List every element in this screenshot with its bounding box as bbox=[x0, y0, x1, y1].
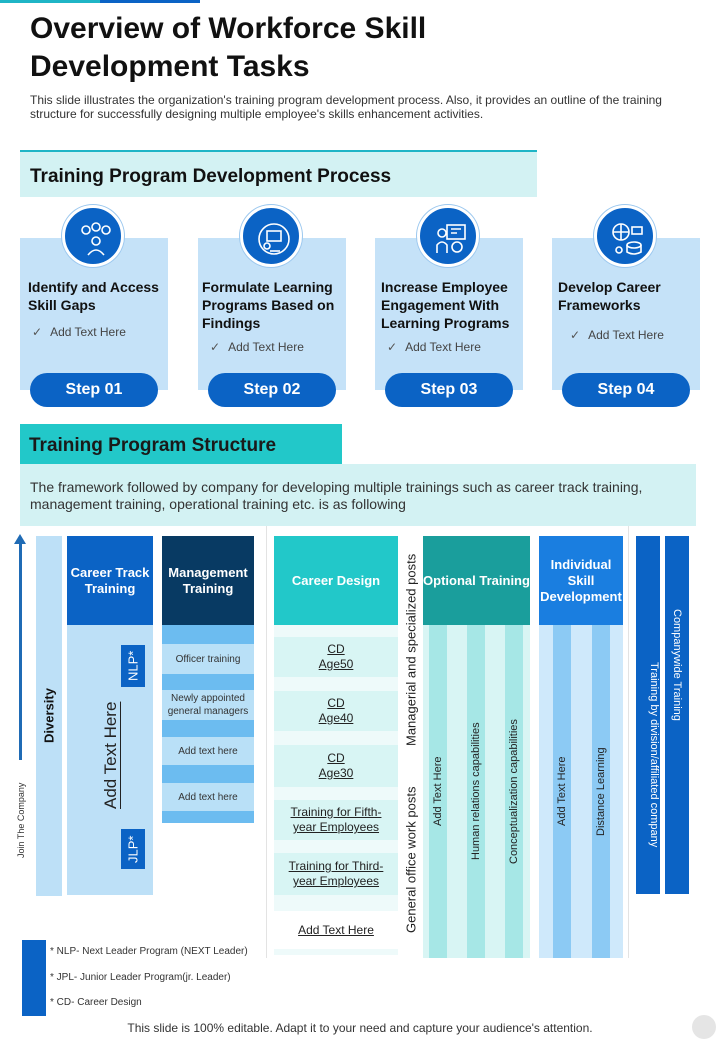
step-2-title: Formulate Learning Programs Based on Findings bbox=[202, 279, 335, 331]
note-cd: * CD- Career Design bbox=[50, 997, 142, 1008]
check-icon: ✓ bbox=[210, 340, 221, 354]
title-line-1: Overview of Workforce Skill bbox=[30, 12, 427, 45]
management-item-2: Newly appointed general managers bbox=[162, 690, 254, 720]
divider-left bbox=[266, 526, 267, 958]
top-accent-line-blue bbox=[100, 0, 200, 3]
step-4-bullet-text: Add Text Here bbox=[588, 328, 664, 342]
cd-age50-line1: CD bbox=[327, 642, 345, 656]
career-design-header bbox=[274, 536, 398, 625]
training-fifth-year-line1: Training for Fifth- bbox=[290, 805, 382, 819]
optional-training-header: Optional Training bbox=[423, 536, 530, 625]
step-02-button[interactable]: Step 02 bbox=[208, 373, 336, 407]
step-3-bullet bbox=[387, 340, 481, 354]
optional-col-3: Conceptualization capabilities bbox=[505, 625, 523, 958]
training-third-year bbox=[274, 853, 398, 895]
management-header: Management Training bbox=[162, 536, 254, 625]
cd-age40-line1: CD bbox=[327, 696, 345, 710]
step-4-title: Develop Career Frameworks bbox=[558, 279, 661, 313]
career-design-add-text: Add Text Here bbox=[274, 911, 398, 949]
step-4-bullet bbox=[570, 328, 664, 342]
career-track-header: Career Track Training bbox=[67, 536, 153, 625]
structure-description: The framework followed by company for developing multiple trainings such as career track training, management training, operational training etc. is as following bbox=[20, 464, 696, 526]
axis-label: Join The Company bbox=[11, 760, 31, 880]
step-3-bullet-text: Add Text Here bbox=[405, 340, 481, 354]
training-third-year-line1: Training for Third- bbox=[288, 859, 384, 873]
individual-col-1: Add Text Here bbox=[553, 625, 571, 958]
optional-col-2: Human relations capabilities bbox=[467, 625, 485, 958]
title-line-2: Development Tasks bbox=[30, 50, 310, 83]
cd-age30-line2: Age30 bbox=[318, 766, 354, 780]
footer-text: This slide is 100% editable. Adapt it to your need and capture your audience's attention. bbox=[127, 1021, 593, 1035]
step-1-bullet-text: Add Text Here bbox=[50, 325, 126, 339]
check-icon: ✓ bbox=[32, 325, 43, 339]
optional-col-1: Add Text Here bbox=[429, 625, 447, 958]
page-subtitle: This slide illustrates the organization's training program development process. Also, it provides an outline of the training structure for successfully designing multiple employee's skills enhancement activities. bbox=[30, 93, 662, 121]
management-item-1: Officer training bbox=[162, 644, 254, 674]
individual-skill-body bbox=[539, 625, 623, 958]
step-01-button[interactable]: Step 01 bbox=[30, 373, 158, 407]
training-fifth-year bbox=[274, 800, 398, 840]
step-2-bullet bbox=[210, 340, 304, 354]
check-icon: ✓ bbox=[570, 328, 581, 342]
cd-age50-line2: Age50 bbox=[318, 657, 354, 671]
team-gears-icon bbox=[62, 205, 124, 267]
division-training-column: Training by division/affiliated company bbox=[636, 536, 660, 894]
jlp-badge: JLP* bbox=[121, 829, 145, 869]
step-1-title: Identify and Access Skill Gaps bbox=[28, 279, 159, 313]
companywide-training-column: Companywide Training bbox=[665, 536, 689, 894]
management-item-4: Add text here bbox=[162, 783, 254, 811]
nlp-badge: NLP* bbox=[121, 645, 145, 687]
arrow-up-icon bbox=[14, 534, 26, 544]
career-track-text: Add Text Here bbox=[101, 701, 120, 809]
page-title bbox=[30, 10, 670, 86]
cd-age30 bbox=[274, 745, 398, 787]
check-icon: ✓ bbox=[387, 340, 398, 354]
training-fifth-year-line2: year Employees bbox=[292, 820, 380, 834]
globe-database-icon bbox=[594, 205, 656, 267]
management-item-3: Add text here bbox=[162, 737, 254, 765]
diversity-column: Diversity bbox=[36, 536, 62, 896]
step-1-bullet bbox=[32, 325, 126, 339]
note-jpl: * JPL- Junior Leader Program(jr. Leader) bbox=[50, 972, 231, 983]
individual-col-2: Distance Learning bbox=[592, 625, 610, 958]
divider-right bbox=[628, 526, 629, 958]
notes-accent-bar bbox=[22, 940, 46, 1016]
cd-age40 bbox=[274, 691, 398, 731]
process-heading: Training Program Development Process bbox=[20, 150, 537, 197]
structure-heading: Training Program Structure bbox=[20, 424, 342, 464]
individual-skill-header: Individual Skill Development bbox=[539, 536, 623, 625]
cd-age30-line1: CD bbox=[327, 751, 345, 765]
page-indicator-icon[interactable] bbox=[692, 1015, 716, 1039]
managerial-posts-label: Managerial and specialized posts bbox=[403, 553, 419, 747]
note-nlp: * NLP- Next Leader Program (NEXT Leader) bbox=[50, 946, 248, 957]
cd-age40-line2: Age40 bbox=[318, 711, 354, 725]
step-3-title: Increase Employee Engagement With Learning Programs bbox=[381, 279, 510, 331]
cd-age50 bbox=[274, 637, 398, 677]
step-03-button[interactable]: Step 03 bbox=[385, 373, 513, 407]
step-04-button[interactable]: Step 04 bbox=[562, 373, 690, 407]
career-design-header-text: Career Design bbox=[291, 572, 381, 588]
general-posts-label: General office work posts bbox=[403, 786, 419, 934]
training-third-year-line2: year Employees bbox=[292, 874, 380, 888]
analytics-presenter-icon bbox=[417, 205, 479, 267]
presentation-icon bbox=[240, 205, 302, 267]
step-2-bullet-text: Add Text Here bbox=[228, 340, 304, 354]
